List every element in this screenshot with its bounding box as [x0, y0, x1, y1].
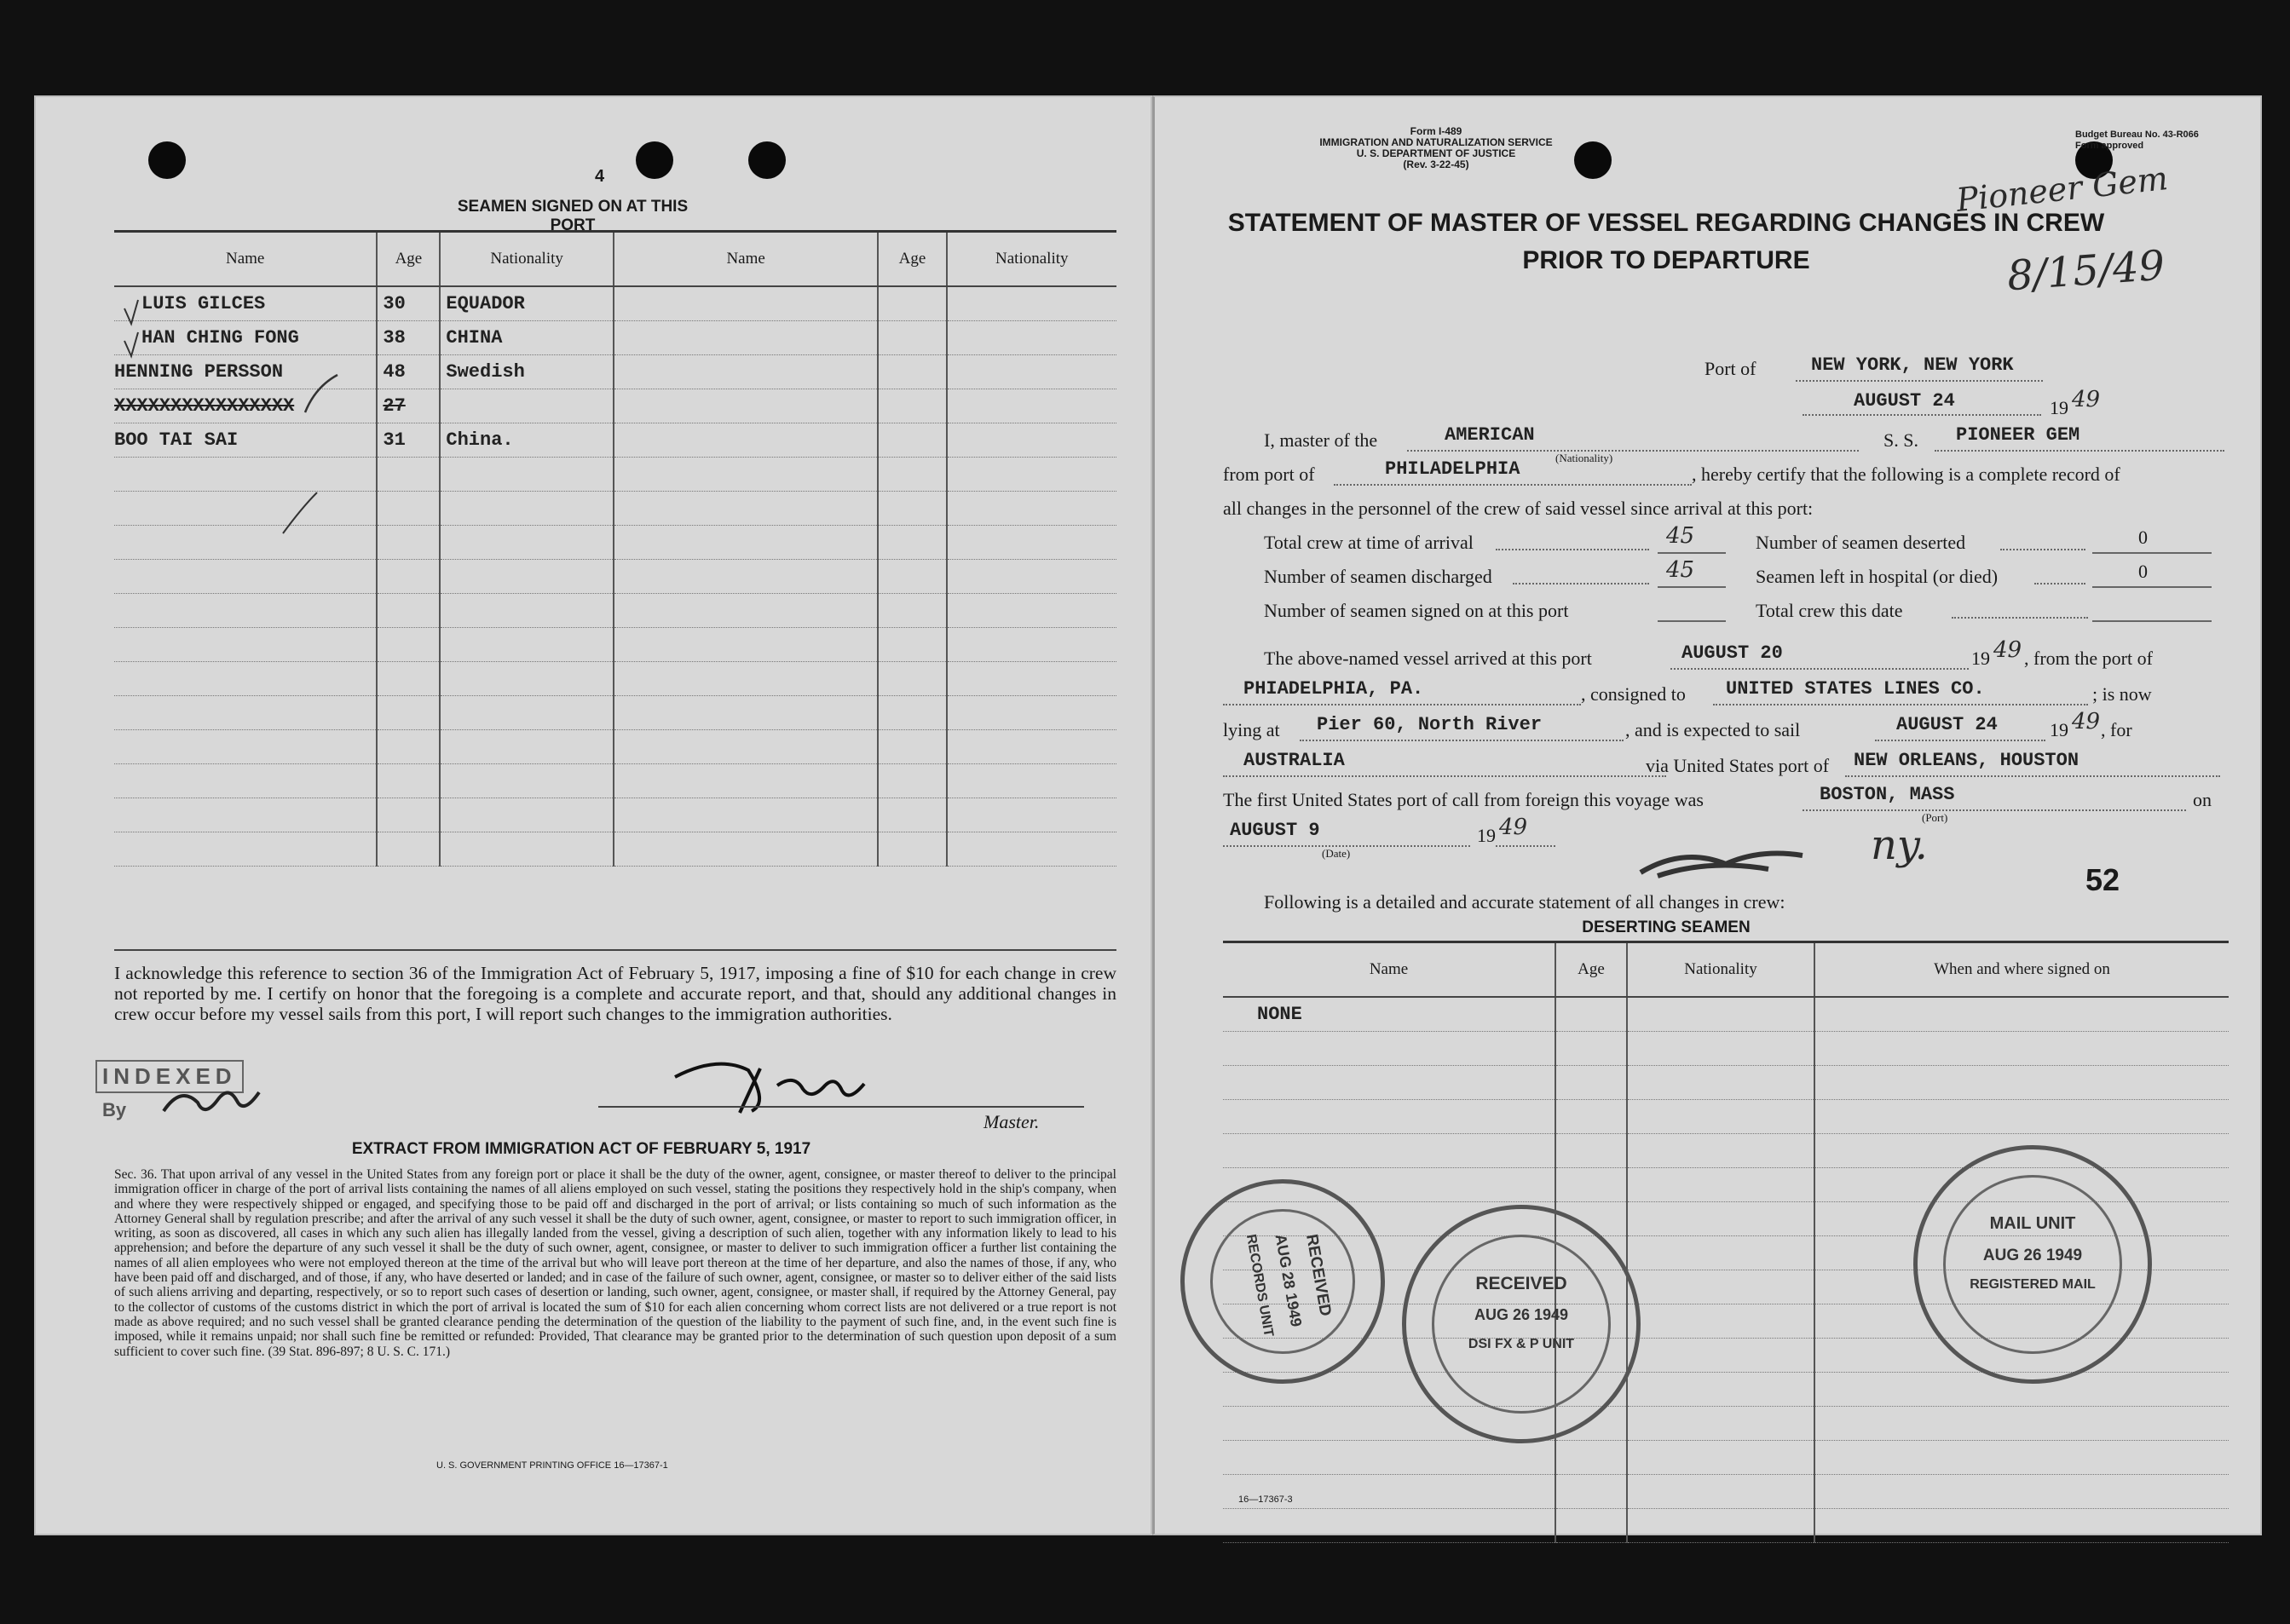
- table-row: [1223, 1441, 2229, 1475]
- signed-on-label: Number of seamen signed on at this port: [1264, 600, 1569, 621]
- budget-info: [2075, 130, 2199, 152]
- stamp-line: REGISTERED MAIL: [1970, 1277, 2096, 1292]
- form-title-line1: STATEMENT OF MASTER OF VESSEL REGARDING CHANGES IN CREW: [1227, 209, 2105, 237]
- column-header-nationality: Nationality: [947, 232, 1116, 287]
- master-label: Master.: [983, 1111, 1040, 1132]
- form-header: [1300, 126, 1572, 170]
- table-row: [1223, 1373, 2229, 1407]
- first-date: AUGUST 9: [1230, 820, 1320, 841]
- seaman-nationality: [440, 389, 614, 423]
- from-port-value: PHILADELPHIA: [1385, 458, 1520, 480]
- column-header-name: Name: [114, 232, 377, 287]
- stamp-date: AUG 28 1949: [1272, 1232, 1306, 1328]
- seaman-name: HAN CHING FONG: [114, 321, 377, 355]
- arrived-date: AUGUST 20: [1681, 642, 1783, 664]
- deserted-value: 0: [2138, 527, 2148, 548]
- deserting-title: DESERTING SEAMEN: [1582, 919, 1751, 936]
- total-now-label: Total crew this date: [1756, 600, 1903, 621]
- budget-line: Budget Bureau No. 43-R066: [2075, 130, 2199, 140]
- table-row: [1223, 1032, 2229, 1066]
- punch-hole: [148, 141, 186, 179]
- deserted-label: Number of seamen deserted: [1756, 532, 1966, 553]
- vessel-name: PIONEER GEM: [1956, 424, 2080, 446]
- lying-at-label: lying at: [1223, 719, 1280, 740]
- first-port-text: The first United States port of call from foreign this voyage was: [1223, 789, 1704, 810]
- column-header-age: Age: [878, 232, 946, 287]
- first-year-prefix: 19: [1477, 825, 1496, 846]
- seaman-age: 38: [377, 321, 440, 355]
- left-page: [34, 95, 1152, 1535]
- master-signature: [666, 1051, 922, 1120]
- printer-line: U. S. GOVERNMENT PRINTING OFFICE 16—17367-1: [436, 1460, 668, 1471]
- via-ports: NEW ORLEANS, HOUSTON: [1854, 750, 2079, 771]
- from-the-port-label: , from the port of: [2024, 648, 2153, 669]
- first-year: 49: [1499, 815, 1528, 840]
- lying-at-value: Pier 60, North River: [1317, 714, 1543, 735]
- table-row: [1223, 997, 2229, 1032]
- column-header-nationality: Nationality: [440, 232, 614, 287]
- following-text: Following is a detailed and accurate statement of all changes in crew:: [1264, 891, 1785, 913]
- column-header-signed-on: When and where signed on: [1814, 942, 2229, 998]
- section-title: SEAMEN SIGNED ON AT THIS PORT: [457, 198, 689, 234]
- arrived-year-prefix: 19: [1971, 648, 1990, 669]
- certify-text: , hereby certify that the following is a complete record of: [1692, 464, 2120, 485]
- seaman-nationality: CHINA: [440, 321, 614, 355]
- seaman-age: 27: [377, 389, 440, 423]
- punch-hole: [1574, 141, 1612, 179]
- stamp-line: RECEIVED: [1475, 1274, 1567, 1293]
- sail-date: AUGUST 24: [1896, 714, 1998, 735]
- ink-scribble: [1632, 838, 1820, 890]
- department-line: U. S. DEPARTMENT OF JUSTICE: [1356, 147, 1516, 159]
- table-row: [1223, 1509, 2229, 1543]
- vessel-nationality: AMERICAN: [1445, 424, 1535, 446]
- port-caption: (Port): [1922, 811, 1948, 824]
- seaman-name: HENNING PERSSON: [114, 355, 377, 389]
- page-number: 4: [595, 167, 605, 186]
- stamp-date: AUG 26 1949: [1474, 1306, 1569, 1323]
- column-header-name: Name: [1223, 942, 1555, 998]
- signature-line: [598, 1106, 1084, 1108]
- printer-line: 16—17367-3: [1238, 1494, 1293, 1505]
- arrived-year: 49: [1993, 637, 2022, 663]
- table-row: [114, 798, 1116, 832]
- divider: [114, 949, 1116, 951]
- stamp-line: MAIL UNIT: [1989, 1214, 2076, 1233]
- hospital-value: 0: [2138, 561, 2148, 582]
- table-row: [114, 628, 1116, 662]
- arrived-text: The above-named vessel arrived at this port: [1264, 648, 1592, 669]
- seaman-age: 48: [377, 355, 440, 389]
- total-crew-label: Total crew at time of arrival: [1264, 532, 1474, 553]
- consigned-label: , consigned to: [1581, 683, 1686, 705]
- acknowledgement-text: I acknowledge this reference to section 36 of the Immigration Act of February 5, 1917, imposing a fine of $10 for each change in crew not reported by me. I certify on honor that the foregoing is a complete and accurate report, and that, should any additional changes in crew occur before my vessel sails from this port, I will report such changes to the immigration authorities.: [114, 963, 1116, 1024]
- expected-sail-label: , and is expected to sail: [1625, 719, 1801, 740]
- column-header-age: Age: [377, 232, 440, 287]
- date-caption: (Date): [1322, 847, 1351, 860]
- table-row: [1223, 1475, 2229, 1509]
- stamp-line: RECEIVED: [1302, 1232, 1335, 1318]
- via-label: via United States port of: [1646, 755, 1830, 776]
- from-port-label: from port of: [1223, 464, 1315, 485]
- table-row: [114, 594, 1116, 628]
- agency-line: IMMIGRATION AND NATURALIZATION SERVICE: [1319, 136, 1553, 148]
- table-row: [1223, 1100, 2229, 1134]
- punch-hole: [748, 141, 786, 179]
- column-header-name: Name: [614, 232, 878, 287]
- sail-year: 49: [2072, 709, 2101, 734]
- mail-unit-stamp: [1913, 1145, 2152, 1384]
- pen-marks: [112, 285, 394, 557]
- form-id: Form I-489: [1410, 125, 1462, 137]
- year-prefix: 19: [2050, 397, 2068, 418]
- on-label: on: [2193, 789, 2212, 810]
- nationality-caption: (Nationality): [1555, 452, 1613, 464]
- indexer-initials: [155, 1068, 266, 1128]
- table-row: [114, 696, 1116, 730]
- statement-year: 49: [2072, 387, 2101, 412]
- total-crew-value: 45: [1666, 523, 1695, 549]
- statement-date: AUGUST 24: [1854, 390, 1955, 412]
- port-value: NEW YORK, NEW YORK: [1811, 354, 2014, 376]
- stamp-line: RECORDS UNIT: [1243, 1233, 1276, 1339]
- ss-label: S. S.: [1883, 429, 1918, 451]
- discharged-label: Number of seamen discharged: [1264, 566, 1492, 587]
- table-row: [1223, 1407, 2229, 1441]
- extract-title: EXTRACT FROM IMMIGRATION ACT OF FEBRUARY 5, 1917: [351, 1140, 811, 1158]
- form-title-line2: PRIOR TO DEPARTURE: [1522, 246, 1810, 274]
- received-stamp: [1402, 1205, 1641, 1443]
- seaman-nationality: China.: [440, 423, 614, 458]
- right-page: [1152, 95, 2262, 1535]
- table-row: [114, 662, 1116, 696]
- is-now-label: ; is now: [2092, 683, 2152, 705]
- seaman-name: BOO TAI SAI: [114, 423, 377, 458]
- handwritten-initials: ny.: [1871, 821, 1928, 869]
- arrival-port: PHIADELPHIA, PA.: [1243, 678, 1424, 700]
- seaman-nationality: EQUADOR: [440, 286, 614, 321]
- page-number: 52: [2085, 862, 2120, 897]
- table-row: [114, 832, 1116, 867]
- consignee: UNITED STATES LINES CO.: [1726, 678, 1985, 700]
- table-row: [114, 730, 1116, 764]
- changes-text: all changes in the personnel of the crew of said vessel since arrival at this port:: [1223, 498, 1814, 519]
- column-header-nationality: Nationality: [1627, 942, 1814, 998]
- table-row: [114, 764, 1116, 798]
- stamp-date: AUG 26 1949: [1982, 1247, 2083, 1264]
- handwritten-date: 8/15/49: [2005, 241, 2166, 301]
- section-36-text: Sec. 36. That upon arrival of any vessel in the United States from any foreign port or place it shall be the duty of the owner, agent, consignee, or master thereof to deliver to the principal immigration officer in charge of the port of arrival lists containing the names of all aliens employed on such vessel, stating the positions they respectively hold in the ship's company, when and where they were respectively shipped or engaged, and specifying those to be paid off and discharged in the port of arrival; or lists containing so much of such information as the Attorney General shall by regulation prescribe; and after the arrival of any such vessel it shall be the duty of such owner, agent, consignee, or master to report to such immigration officer, in writing, as soon as discovered, all cases in which any such alien has illegally landed from the vessel, giving a description of such alien, together with any information likely to lead to his apprehension; and before the departure of any such vessel it shall be the duty of such owner, agent, consignee, or master to deliver to such immigration officer a further list containing the names of all alien employees who were not employed thereon at the time of the arrival but who will leave port thereon at the time of her departure, and also the names of those, if any, who have been paid off and discharged, and of those, if any, who have deserted or landed; and in case of the failure of such owner, agent, consignee, or master so to deliver either of the said lists of such aliens arriving and departing, respectively, or so to report such cases of desertion or landing, such owner, agent, consignee, or master shall, if required by the Attorney General, pay to the collector of customs of the customs district in which the port of arrival is located the sum of $10 for each alien concerning whom correct lists are not delivered or a true report is not made as above required; and no such vessel shall be granted clearance pending the determination of the question of the liability to the payment of such fine, and, in the event such fine is imposed, while it remains unpaid; nor shall such fine be remitted or refunded: Provided, That clearance may be granted prior to the determination of such question upon deposit of a sum sufficient to cover such fine. (39 Stat. 896-897; 8 U. S. C. 171.): [114, 1167, 1116, 1359]
- punch-hole: [636, 141, 673, 179]
- revision-line: (Rev. 3-22-45): [1403, 158, 1469, 170]
- indexed-by-label: By: [102, 1099, 127, 1120]
- table-row: [114, 560, 1116, 594]
- column-header-age: Age: [1555, 942, 1627, 998]
- indexed-stamp: INDEXED: [95, 1060, 244, 1093]
- port-label: Port of: [1705, 358, 1756, 379]
- sail-year-prefix: 19: [2050, 719, 2068, 740]
- master-of-label: I, master of the: [1264, 429, 1378, 451]
- table-row: [1223, 1066, 2229, 1100]
- discharged-value: 45: [1666, 557, 1695, 583]
- seaman-name: LUIS GILCES: [114, 286, 377, 321]
- deserting-name: NONE: [1223, 997, 1555, 1032]
- first-port-value: BOSTON, MASS: [1820, 784, 1955, 805]
- handwritten-note: Pioneer Gem: [1954, 159, 2170, 219]
- destination: AUSTRALIA: [1243, 750, 1345, 771]
- form-title: [1223, 204, 2109, 279]
- for-label: , for: [2101, 719, 2132, 740]
- seaman-name-struck: XXXXXXXXXXXXXXXX: [114, 389, 377, 423]
- stamp-line: DSI FX & P UNIT: [1468, 1337, 1575, 1351]
- seaman-nationality: Swedish: [440, 355, 614, 389]
- form-approved-line: Form approved: [2075, 141, 2144, 151]
- seaman-age: 31: [377, 423, 440, 458]
- seaman-age: 30: [377, 286, 440, 321]
- hospital-label: Seamen left in hospital (or died): [1756, 566, 1999, 587]
